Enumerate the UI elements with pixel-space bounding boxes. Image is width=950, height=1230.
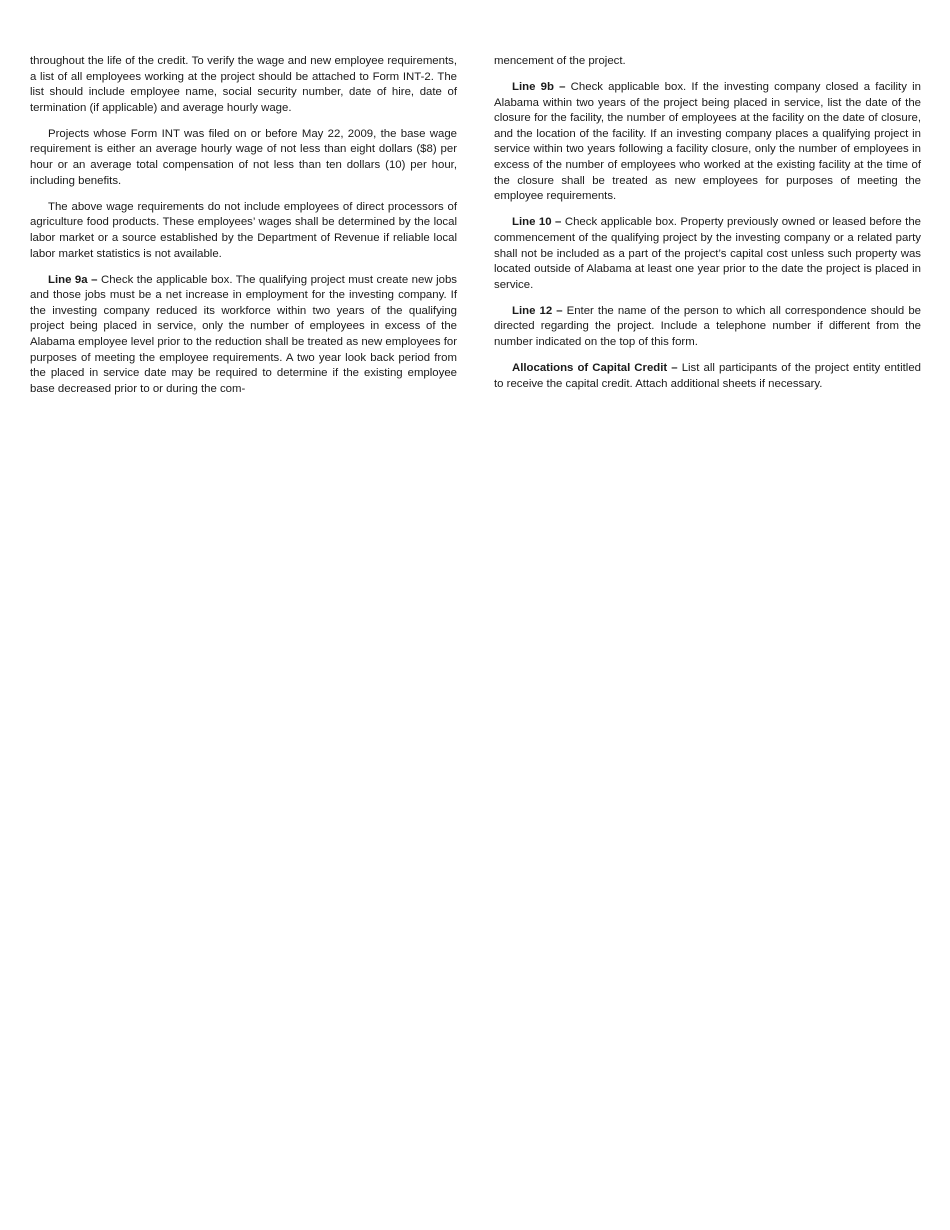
paragraph-line-9a (30, 273, 457, 398)
instructions-page (30, 54, 921, 408)
line-9a-heading: Line 9a – (48, 273, 98, 286)
paragraph-line-10 (494, 215, 921, 293)
paragraph-continuation (494, 54, 921, 70)
paragraph-text: mencement of the project. (494, 55, 626, 67)
paragraph-text: List all participants of the project entity entitled to receive the capital credit. Attach additional sheets if necessary. (494, 362, 921, 390)
right-column (494, 54, 921, 408)
paragraph-line-9b (494, 80, 921, 205)
paragraph-text: Check applicable box. If the investing company closed a facility in Alabama within two years of the project being placed in service, list the date of the closure for the facility, the number of employees at the facility on the date of closure, and the location of the facility. If an investing company places a qualifying project in service within two years following a facility closure, only the number of employees in excess of the number of employees who worked at the existing facility at the time of the closure shall be treated as new employees for purposes of meeting the employee requirements. (494, 81, 921, 203)
paragraph-line-12 (494, 304, 921, 351)
line-9b-heading: Line 9b – (512, 81, 566, 94)
allocations-heading: Allocations of Capital Credit – (512, 362, 678, 375)
paragraph-text: Enter the name of the person to which all correspondence should be directed regarding the project. Include a telephone number if different from the number indicated on the top of this form. (494, 304, 922, 348)
paragraph-text: throughout the life of the credit. To verify the wage and new employee requirements, a list of all employees working at the project should be attached to Form INT-2. The list should include employee name, social security number, date of hire, date of termination (if applicable) and average hourly wage. (30, 55, 457, 114)
paragraph-text: Projects whose Form INT was filed on or before May 22, 2009, the base wage requirement is either an average hourly wage of not less than eight dollars ($8) per hour or an average total compensation of not less than ten dollars (10) per hour, including benefits. (30, 127, 457, 187)
left-column (30, 54, 457, 408)
paragraph-agriculture-exclusion (30, 200, 457, 262)
paragraph-allocations (494, 361, 921, 392)
paragraph-wage-verification (30, 54, 457, 116)
paragraph-text: Check applicable box. Property previously owned or leased before the commencement of the qualifying project by the investing company or a related party shall not be included as a part of the project’s capital cost unless such property was located outside of Alabama at least one year prior to the date the project is placed in service. (494, 216, 922, 291)
line-12-heading: Line 12 – (512, 304, 563, 317)
paragraph-base-wage (30, 127, 457, 189)
paragraph-text: Check the applicable box. The qualifying project must create new jobs and those jobs must be a net increase in employment for the investing company. If the investing company reduced its workforce within two years of the qualifying project being placed in service, only the number of employees in excess of the Alabama employee level prior to the reduction shall be treated as new employees for purposes of meeting the employee requirements. A two year look back period from the placed in service date may be required to determine if the existing employee base decreased prior to or during the com- (30, 273, 457, 395)
line-10-heading: Line 10 – (512, 216, 562, 229)
paragraph-text: The above wage requirements do not include employees of direct processors of agriculture food products. These employees’ wages shall be determined by the local labor market or a source established by the Department of Revenue if reliable local labor market statistics is not available. (30, 200, 457, 260)
